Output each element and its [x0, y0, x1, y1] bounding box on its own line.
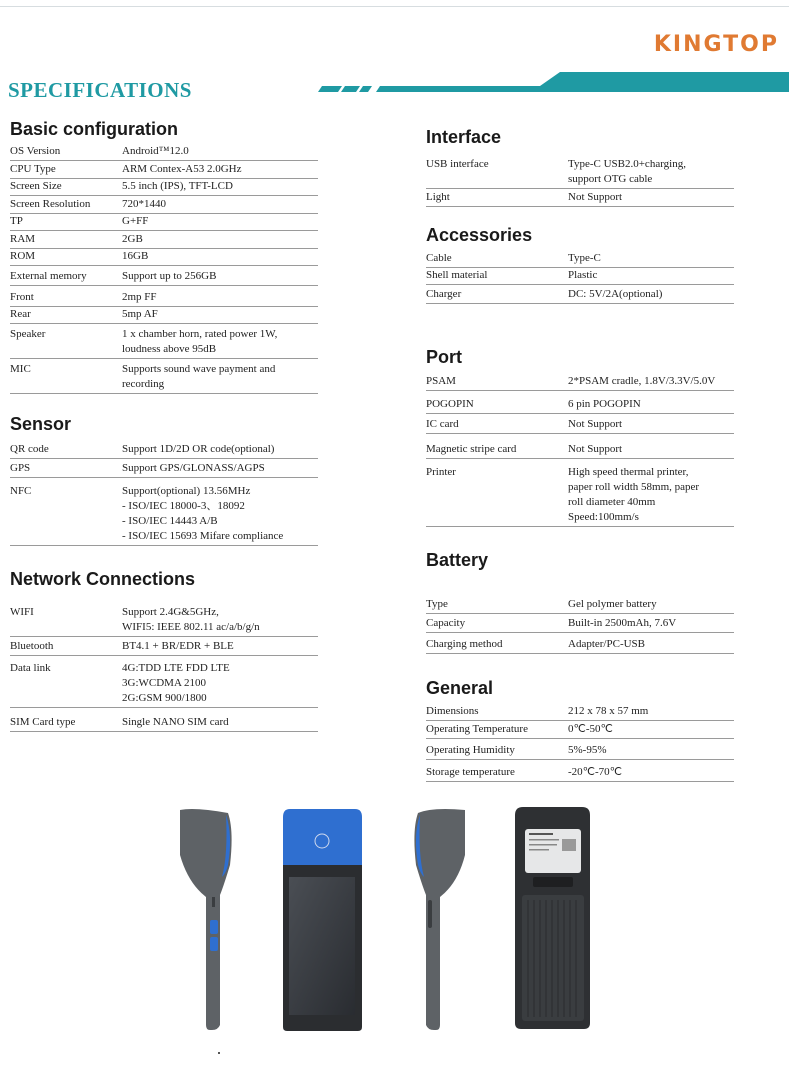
- section-title-port: Port: [426, 347, 462, 367]
- spec-key: Printer: [426, 466, 456, 478]
- spec-value: [122, 232, 143, 247]
- row-divider: [10, 458, 318, 459]
- spec-value: [568, 765, 622, 780]
- spec-key: NFC: [10, 485, 32, 497]
- spec-key: Charger: [426, 288, 462, 300]
- section-title-network: Network Connections: [10, 569, 196, 589]
- spec-value: [122, 290, 157, 305]
- spec-value-line: recording: [122, 378, 165, 390]
- spec-value-line: - ISO/IEC 18000-3、18092: [122, 500, 245, 512]
- spec-value: [568, 637, 645, 652]
- spec-value-line: -20℃-70℃: [568, 766, 623, 778]
- spec-value: [122, 162, 241, 177]
- spec-value-line: Support GPS/GLONASS/AGPS: [122, 462, 265, 474]
- device-back-view: [515, 807, 590, 1029]
- spec-value-line: 2*PSAM cradle, 1.8V/3.3V/5.0V: [568, 375, 716, 387]
- row-divider: [426, 188, 734, 189]
- spec-value-line: 16GB: [122, 250, 149, 262]
- spec-key: Data link: [10, 662, 51, 674]
- row-divider: [10, 655, 318, 656]
- spec-value: [568, 465, 699, 525]
- spec-key: CPU Type: [10, 163, 56, 175]
- spec-key: Screen Resolution: [10, 198, 91, 210]
- spec-value: [568, 268, 597, 283]
- spec-value-line: 5%-95%: [568, 744, 607, 756]
- row-divider: [426, 720, 734, 721]
- spec-key: SIM Card type: [10, 716, 76, 728]
- spec-value-line: loudness above 95dB: [122, 343, 217, 355]
- row-divider: [10, 545, 318, 546]
- spec-value-line: 720*1440: [122, 198, 166, 210]
- section-title-sensor: Sensor: [10, 414, 72, 434]
- spec-value-line: ARM Contex-A53 2.0GHz: [122, 163, 242, 175]
- spec-value: [568, 251, 601, 266]
- spec-value: [122, 362, 275, 392]
- spec-value-line: WIFI5: IEEE 802.11 ac/a/b/g/n: [122, 621, 260, 633]
- spec-value-line: - ISO/IEC 15693 Mifare compliance: [122, 530, 284, 542]
- spec-key: QR code: [10, 443, 49, 455]
- row-divider: [426, 458, 734, 459]
- spec-value: [122, 639, 234, 654]
- spec-key: RAM: [10, 233, 36, 245]
- spec-key: Dimensions: [426, 705, 479, 717]
- row-divider: [10, 731, 318, 732]
- spec-value-line: Not Support: [568, 418, 623, 430]
- spec-key: WIFI: [10, 606, 34, 618]
- row-divider: [10, 636, 318, 637]
- row-divider: [10, 358, 318, 359]
- row-divider: [426, 433, 734, 434]
- row-divider: [426, 759, 734, 760]
- spec-value: [122, 327, 277, 357]
- spec-value: [568, 157, 686, 187]
- row-divider: [426, 781, 734, 782]
- spec-value: [122, 484, 283, 544]
- spec-value-line: 212 x 78 x 57 mm: [568, 705, 649, 717]
- spec-value-line: paper roll width 58mm, paper: [568, 481, 700, 493]
- spec-value-line: - ISO/IEC 14443 A/B: [122, 515, 218, 527]
- spec-value-line: Android™12.0: [122, 145, 189, 157]
- spec-value-line: 2GB: [122, 233, 143, 245]
- row-divider: [10, 265, 318, 266]
- spec-value-line: Single NANO SIM card: [122, 716, 229, 728]
- spec-value: [568, 704, 648, 719]
- spec-value-line: 4G:TDD LTE FDD LTE: [122, 662, 230, 674]
- spec-value: [122, 461, 265, 476]
- spec-value: [122, 661, 230, 706]
- spec-key: OS Version: [10, 145, 61, 157]
- row-divider: [10, 248, 318, 249]
- row-divider: [10, 213, 318, 214]
- spec-key: Storage temperature: [426, 766, 515, 778]
- spec-value-line: 3G:WCDMA 2100: [122, 677, 207, 689]
- spec-value-line: Support up to 256GB: [122, 270, 217, 282]
- spec-value-line: 5mp AF: [122, 308, 158, 320]
- top-divider: [0, 6, 789, 7]
- spec-key: Operating Humidity: [426, 744, 515, 756]
- spec-value-line: roll diameter 40mm: [568, 496, 656, 508]
- spec-key: Shell material: [426, 269, 488, 281]
- row-divider: [426, 206, 734, 207]
- spec-value-line: Support 1D/2D OR code(optional): [122, 443, 275, 455]
- spec-value: [568, 616, 676, 631]
- spec-value: [122, 307, 158, 322]
- section-title-battery: Battery: [426, 550, 489, 570]
- section-title-accessories: Accessories: [426, 225, 533, 245]
- decorative-dot: [218, 1052, 220, 1054]
- spec-key: Capacity: [426, 617, 466, 629]
- spec-value: [122, 197, 166, 212]
- spec-value-line: Plastic: [568, 269, 598, 281]
- spec-value-line: Type-C USB2.0+charging,: [568, 158, 686, 170]
- spec-value-line: High speed thermal printer,: [568, 466, 689, 478]
- spec-value-line: Supports sound wave payment and: [122, 363, 276, 375]
- spec-value: [568, 397, 641, 412]
- row-divider: [426, 390, 734, 391]
- row-divider: [426, 413, 734, 414]
- row-divider: [426, 653, 734, 654]
- brand-logo: KINGTOP: [653, 32, 779, 57]
- row-divider: [10, 477, 318, 478]
- row-divider: [10, 707, 318, 708]
- spec-value: [122, 179, 233, 194]
- spec-key: Magnetic stripe card: [426, 443, 517, 455]
- spec-value-line: support OTG cable: [568, 173, 653, 185]
- spec-value: [568, 374, 715, 389]
- spec-value: [568, 597, 657, 612]
- page-title: SPECIFICATIONS: [8, 78, 192, 102]
- spec-value-line: Not Support: [568, 191, 623, 203]
- section-title-general: General: [426, 678, 494, 698]
- row-divider: [10, 195, 318, 196]
- spec-value: [568, 190, 622, 205]
- spec-value-line: Gel polymer battery: [568, 598, 657, 610]
- device-product-images: [100, 785, 690, 1065]
- spec-value: [568, 442, 622, 457]
- spec-key: Bluetooth: [10, 640, 54, 652]
- spec-key: MIC: [10, 363, 31, 375]
- row-divider: [10, 230, 318, 231]
- section-title-basic: Basic configuration: [10, 119, 179, 139]
- spec-key: IC card: [426, 418, 459, 430]
- spec-key: Speaker: [10, 328, 46, 340]
- spec-value: [122, 249, 148, 264]
- spec-key: TP: [10, 215, 23, 227]
- spec-value-line: 1 x chamber horn, rated power 1W,: [122, 328, 278, 340]
- spec-value-line: 0℃-50℃: [568, 723, 613, 735]
- spec-value: [122, 214, 148, 229]
- spec-key: Screen Size: [10, 180, 62, 192]
- spec-value-line: Built-in 2500mAh, 7.6V: [568, 617, 677, 629]
- spec-value-line: Support(optional) 13.56MHz: [122, 485, 251, 497]
- row-divider: [10, 323, 318, 324]
- spec-value-line: G+FF: [122, 215, 149, 227]
- spec-key: External memory: [10, 270, 87, 282]
- spec-key: POGOPIN: [426, 398, 474, 410]
- row-divider: [426, 303, 734, 304]
- spec-key: Light: [426, 191, 450, 203]
- device-side-view-left: [180, 809, 232, 1030]
- spec-key: PSAM: [426, 375, 456, 387]
- row-divider: [426, 526, 734, 527]
- spec-key: Front: [10, 291, 34, 303]
- spec-key: Charging method: [426, 638, 503, 650]
- spec-value-line: Adapter/PC-USB: [568, 638, 645, 650]
- spec-key: USB interface: [426, 158, 489, 170]
- spec-value-line: DC: 5V/2A(optional): [568, 288, 663, 300]
- spec-value-line: BT4.1 + BR/EDR + BLE: [122, 640, 234, 652]
- spec-value: [122, 605, 260, 635]
- spec-value-line: Support 2.4G&5GHz,: [122, 606, 219, 618]
- row-divider: [426, 632, 734, 633]
- spec-value-line: Speed:100mm/s: [568, 511, 639, 523]
- section-title-interface: Interface: [426, 127, 502, 147]
- spec-value: [568, 743, 607, 758]
- spec-value: [122, 715, 229, 730]
- spec-value: [122, 442, 274, 457]
- spec-value-line: Type-C: [568, 252, 601, 264]
- row-divider: [426, 613, 734, 614]
- spec-value-line: 2mp FF: [122, 291, 157, 303]
- spec-value: [122, 144, 189, 159]
- spec-key: Cable: [426, 252, 452, 264]
- row-divider: [426, 284, 734, 285]
- spec-value-line: 5.5 inch (IPS), TFT-LCD: [122, 180, 233, 192]
- spec-value: [568, 722, 613, 737]
- spec-key: GPS: [10, 462, 31, 474]
- spec-value: [568, 417, 622, 432]
- spec-key: Type: [426, 598, 448, 610]
- row-divider: [10, 160, 318, 161]
- device-side-view-right: [414, 809, 465, 1030]
- spec-value: [568, 287, 662, 302]
- row-divider: [10, 306, 318, 307]
- row-divider: [426, 738, 734, 739]
- spec-value-line: 2G:GSM 900/1800: [122, 692, 207, 704]
- spec-key: Operating Temperature: [426, 723, 528, 735]
- spec-value-line: Not Support: [568, 443, 623, 455]
- spec-key: ROM: [10, 250, 36, 262]
- device-front-view: [283, 809, 362, 1031]
- spec-key: Rear: [10, 308, 31, 320]
- spec-value-line: 6 pin POGOPIN: [568, 398, 641, 410]
- row-divider: [10, 393, 318, 394]
- row-divider: [10, 285, 318, 286]
- spec-value: [122, 269, 216, 284]
